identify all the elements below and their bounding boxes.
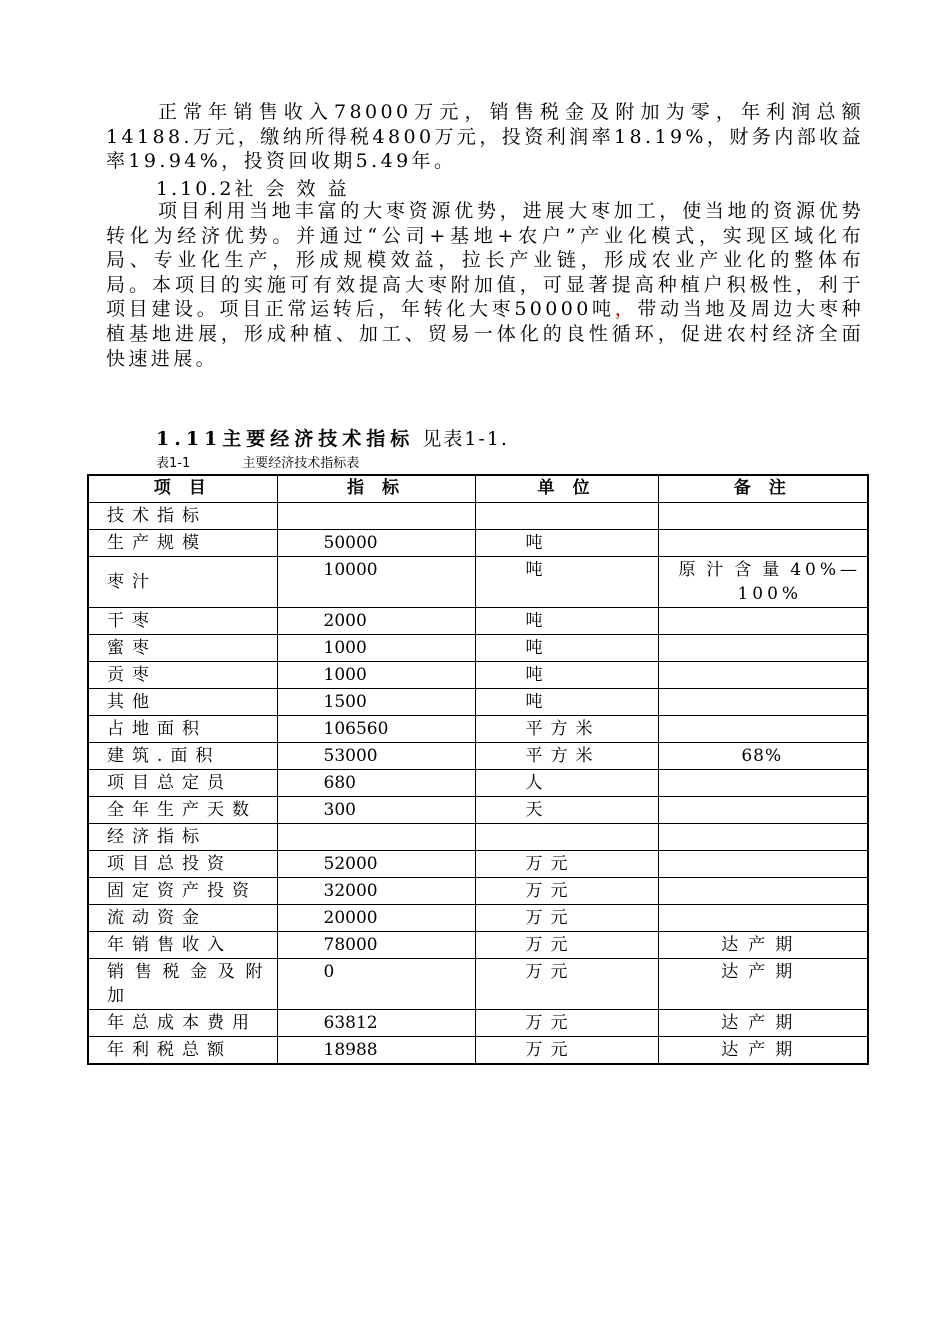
table-row [88,689,868,716]
table-row [88,1010,868,1037]
row-note: 68% [658,743,868,770]
row-unit [475,824,658,851]
table-row [88,959,868,1010]
row-note [658,530,868,557]
row-value: 50000 [277,530,475,557]
row-unit: 万元 [475,1037,658,1065]
row-note: 达产期 [658,1010,868,1037]
row-item: 项目总投资 [88,851,277,878]
row-value: 2000 [277,608,475,635]
row-note: 达产期 [658,932,868,959]
row-note [658,503,868,530]
table-row [88,824,868,851]
row-note [658,689,868,716]
row-value: 20000 [277,905,475,932]
row-unit: 万元 [475,1010,658,1037]
table-caption-title: 主要经济技术指标表 [242,456,360,471]
table-row [88,662,868,689]
row-unit: 吨 [475,608,658,635]
table-caption [156,452,359,471]
row-item: 干枣 [88,608,277,635]
row-value: 10000 [277,557,475,608]
highlighted-comma: ， [614,298,638,321]
heading-suffix: 见表1-1. [422,428,509,450]
table-row [88,851,868,878]
row-note [658,878,868,905]
table-header-row [88,475,868,503]
row-value: 0 [277,959,475,1010]
row-note [658,770,868,797]
row-note: 达产期 [658,1037,868,1065]
paragraph-financial-summary: 正常年销售收入78000万元，销售税金及附加为零，年利润总额14188.万元，缴纳所得税4800万元，投资利润率18.19%，财务内部收益率19.94%，投资回收期5.49年。 [106,101,864,173]
table-row [88,530,868,557]
row-unit: 吨 [475,662,658,689]
row-note [658,716,868,743]
paragraph-text-part1: 项目利用当地丰富的大枣资源优势，进展大枣加工，使当地的资源优势转化为经济优势。并通过“公司+基地+农户”产业化模式，实现区域化布局、专业化生产，形成规模效益，拉长产业链，形成农业产业化的整体布局。本项目的实施可有效提高大枣附加值，可显著提高种植户积极性，利于项目建设。项目正常运转后，年转化大枣50000吨 [106,200,864,321]
table-row [88,557,868,608]
row-value: 1000 [277,662,475,689]
row-unit: 人 [475,770,658,797]
row-value: 32000 [277,878,475,905]
row-item: 流动资金 [88,905,277,932]
table-row [88,878,868,905]
row-unit: 平方米 [475,743,658,770]
row-unit [475,503,658,530]
row-unit: 吨 [475,530,658,557]
row-item: 全年生产天数 [88,797,277,824]
row-unit: 平方米 [475,716,658,743]
row-value [277,824,475,851]
row-note [658,635,868,662]
header-value: 指 标 [277,475,475,503]
row-value: 1000 [277,635,475,662]
table-row [88,608,868,635]
row-note [658,905,868,932]
header-item: 项 目 [88,475,277,503]
row-note: 达产期 [658,959,868,1010]
row-unit: 吨 [475,635,658,662]
table-row [88,905,868,932]
row-value: 680 [277,770,475,797]
paragraph-text-part2: 带动当地及周边大枣种植基地进展，形成种植、加工、贸易一体化的良性循环，促进农村经济全面快速进展。 [106,298,864,370]
heading-bold-text: 1.11主要经济技术指标 [156,428,415,450]
section-heading-social-benefits: 1.10.2社 会 效 益 [156,178,350,200]
row-unit: 天 [475,797,658,824]
row-note [658,851,868,878]
row-unit: 万元 [475,959,658,1010]
row-item: 枣汁 [88,557,277,608]
row-value: 106560 [277,716,475,743]
row-item: 建筑.面积 [88,743,277,770]
row-item: 项目总定员 [88,770,277,797]
row-value: 63812 [277,1010,475,1037]
row-value: 53000 [277,743,475,770]
row-value: 78000 [277,932,475,959]
row-item: 其他 [88,689,277,716]
table-row [88,743,868,770]
row-unit: 万元 [475,932,658,959]
row-note [658,824,868,851]
table-row [88,797,868,824]
row-note [658,608,868,635]
row-value: 18988 [277,1037,475,1065]
row-value: 52000 [277,851,475,878]
row-item: 贡枣 [88,662,277,689]
row-unit: 万元 [475,905,658,932]
row-unit: 万元 [475,878,658,905]
row-item: 技术指标 [88,503,277,530]
table-row [88,770,868,797]
row-item: 固定资产投资 [88,878,277,905]
row-note [658,662,868,689]
row-note [658,797,868,824]
row-item: 年总成本费用 [88,1010,277,1037]
paragraph-social-benefits [106,199,864,371]
table-row [88,932,868,959]
table-row [88,503,868,530]
row-item: 年销售收入 [88,932,277,959]
row-value [277,503,475,530]
row-unit: 吨 [475,689,658,716]
table-row [88,635,868,662]
row-item: 生产规模 [88,530,277,557]
table-caption-number: 表1-1 [156,456,191,471]
table-row [88,1037,868,1065]
header-note: 备 注 [658,475,868,503]
row-item: 占地面积 [88,716,277,743]
row-item: 销售税金及附加 [88,959,277,1010]
table-row [88,716,868,743]
header-unit: 单 位 [475,475,658,503]
row-unit: 万元 [475,851,658,878]
row-value: 300 [277,797,475,824]
row-unit: 吨 [475,557,658,608]
section-heading-indicators [156,424,509,451]
row-item: 蜜枣 [88,635,277,662]
row-item: 年利税总额 [88,1037,277,1065]
row-value: 1500 [277,689,475,716]
indicators-table [87,474,869,1065]
row-note: 原汁含量40%—100% [658,557,868,608]
row-item: 经济指标 [88,824,277,851]
